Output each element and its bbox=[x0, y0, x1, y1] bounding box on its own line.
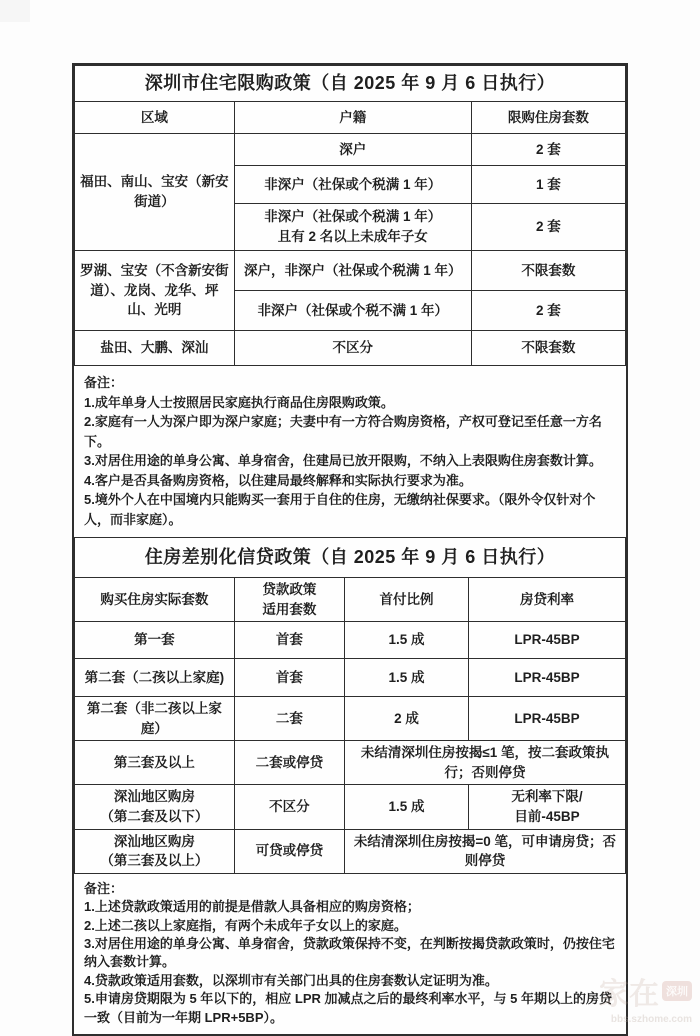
credit-table-title: 住房差别化信贷政策（自 2025 年 9 月 6 日执行） bbox=[75, 538, 626, 578]
note-line: 5.申请房贷期限为 5 年以下的，相应 LPR 加减点之后的最终利率水平，与 5 年期以上的房贷一致（目前为一年期 LPR+5BP）。 bbox=[84, 991, 612, 1025]
photo-artifact bbox=[0, 0, 30, 22]
table-row bbox=[75, 251, 626, 291]
down-cell: 2 成 bbox=[344, 697, 468, 741]
household-cell bbox=[234, 204, 471, 251]
policy-cell: 首套 bbox=[234, 659, 344, 697]
table-row bbox=[75, 659, 626, 697]
credit-notes bbox=[74, 874, 626, 1035]
table-row bbox=[75, 134, 626, 166]
header-actual-count: 购买住房实际套数 bbox=[75, 578, 235, 622]
note-line: 4.客户是否具备购房资格，以住建局最终解释和实际执行要求为准。 bbox=[84, 472, 472, 488]
limit-cell: 2 套 bbox=[471, 204, 625, 251]
policy-cell: 不区分 bbox=[234, 785, 344, 829]
note-line: 2.上述二孩以上家庭指，有两个未成年子女以上的家庭。 bbox=[84, 917, 407, 933]
restriction-table-title: 深圳市住宅限购政策（自 2025 年 9 月 6 日执行） bbox=[75, 66, 626, 102]
table-row bbox=[75, 697, 626, 741]
restriction-policy-table bbox=[74, 65, 626, 366]
household-cell: 不区分 bbox=[234, 331, 471, 366]
header-policy-count bbox=[234, 578, 344, 622]
down-cell: 1.5 成 bbox=[344, 622, 468, 659]
policy-document bbox=[72, 63, 628, 1036]
count-line2: （第二套及以下） bbox=[100, 808, 209, 824]
rate-cell: LPR-45BP bbox=[468, 659, 625, 697]
count-cell bbox=[75, 785, 235, 829]
header-region: 区域 bbox=[75, 102, 235, 134]
table-row bbox=[75, 622, 626, 659]
header-policy-count-line1: 贷款政策 bbox=[262, 582, 317, 597]
policy-cell: 首套 bbox=[234, 622, 344, 659]
header-down-payment: 首付比例 bbox=[344, 578, 468, 622]
header-policy-count-line2: 适用套数 bbox=[262, 601, 317, 617]
notes-label: 备注： bbox=[84, 880, 124, 896]
note-line: 1.上述贷款政策适用的前提是借款人具备相应的购房资格； bbox=[84, 899, 420, 915]
count-line1: 深汕地区购房 bbox=[113, 789, 195, 805]
household-cell: 非深户（社保或个税不满 1 年） bbox=[234, 291, 471, 331]
rate-cell: LPR-45BP bbox=[468, 697, 625, 741]
rate-line1: 无利率下限/ bbox=[511, 789, 583, 805]
note-line: 3.对居住用途的单身公寓、单身宿舍，贷款政策保持不变，在判断按揭贷款政策时，仍按住宅纳入套数计算。 bbox=[84, 935, 615, 970]
limit-cell: 不限套数 bbox=[471, 331, 625, 366]
region-cell-luohu: 罗湖、宝安（不含新安街道）、龙岗、龙华、坪山、光明 bbox=[75, 251, 235, 331]
note-line: 4.贷款政策适用套数，以深圳市有关部门出具的住房套数认定证明为准。 bbox=[84, 972, 498, 988]
watermark-site-url: bbs.szhome.com bbox=[610, 1014, 692, 1025]
header-rate: 房贷利率 bbox=[468, 578, 625, 622]
down-cell: 1.5 成 bbox=[344, 785, 468, 829]
count-cell: 第二套（二孩以上家庭) bbox=[75, 659, 235, 697]
rate-cell: LPR-45BP bbox=[468, 622, 625, 659]
rate-cell bbox=[468, 785, 625, 829]
region-cell-futian: 福田、南山、宝安（新安街道） bbox=[75, 134, 235, 251]
count-cell bbox=[75, 829, 235, 873]
region-cell-yantian: 盐田、大鹏、深汕 bbox=[75, 331, 235, 366]
table-row bbox=[75, 829, 626, 873]
rate-line2: 目前-45BP bbox=[514, 808, 580, 824]
header-limit: 限购住房套数 bbox=[471, 102, 625, 134]
limit-cell: 不限套数 bbox=[471, 251, 625, 291]
note-line: 2.家庭有一人为深户即为深户家庭；夫妻中有一方符合购房资格，产权可登记至任意一方名下。 bbox=[84, 414, 602, 449]
watermark-brand-text: 家在 bbox=[599, 978, 659, 1011]
household-cell: 深户，非深户（社保或个税满 1 年） bbox=[234, 251, 471, 291]
credit-policy-table bbox=[74, 537, 626, 874]
watermark-city-badge: 深圳 bbox=[662, 981, 692, 1001]
header-household: 户籍 bbox=[234, 102, 471, 134]
household-cell: 非深户（社保或个税满 1 年） bbox=[234, 166, 471, 204]
limit-cell: 1 套 bbox=[471, 166, 625, 204]
count-line1: 深汕地区购房 bbox=[113, 833, 195, 849]
table-row bbox=[75, 785, 626, 829]
limit-cell: 2 套 bbox=[471, 134, 625, 166]
household-line2: 且有 2 名以上未成年子女 bbox=[277, 229, 428, 244]
merged-condition-cell: 未结清深圳住房按揭≤1 笔，按二套政策执行；否则停贷 bbox=[344, 741, 625, 785]
down-cell: 1.5 成 bbox=[344, 659, 468, 697]
count-line2: （第三套及以上） bbox=[100, 853, 209, 869]
household-cell: 深户 bbox=[234, 134, 471, 166]
count-cell: 第三套及以上 bbox=[75, 741, 235, 785]
policy-cell: 二套 bbox=[234, 697, 344, 741]
note-line: 1.成年单身人士按照居民家庭执行商品住房限购政策。 bbox=[84, 394, 394, 410]
policy-cell: 可贷或停贷 bbox=[234, 829, 344, 873]
notes-label: 备注： bbox=[84, 375, 124, 390]
restriction-notes bbox=[74, 366, 626, 537]
table-row bbox=[75, 741, 626, 785]
merged-condition-cell: 未结清深圳住房按揭=0 笔，可申请房贷；否则停贷 bbox=[344, 829, 625, 873]
szhome-watermark bbox=[599, 969, 692, 1025]
household-line1: 非深户（社保或个税满 1 年） bbox=[264, 209, 442, 225]
count-cell: 第二套（非二孩以上家庭） bbox=[75, 697, 235, 741]
policy-cell: 二套或停贷 bbox=[234, 741, 344, 785]
count-cell: 第一套 bbox=[75, 622, 235, 659]
table-row bbox=[75, 331, 626, 366]
limit-cell: 2 套 bbox=[471, 291, 625, 331]
note-line: 3.对居住用途的单身公寓、单身宿舍，住建局已放开限购，不纳入上表限购住房套数计算。 bbox=[84, 453, 602, 468]
note-line: 5.境外个人在中国境内只能购买一套用于自住的住房，无缴纳社保要求。（限外令仅针对个人，而非家庭）。 bbox=[84, 492, 596, 527]
